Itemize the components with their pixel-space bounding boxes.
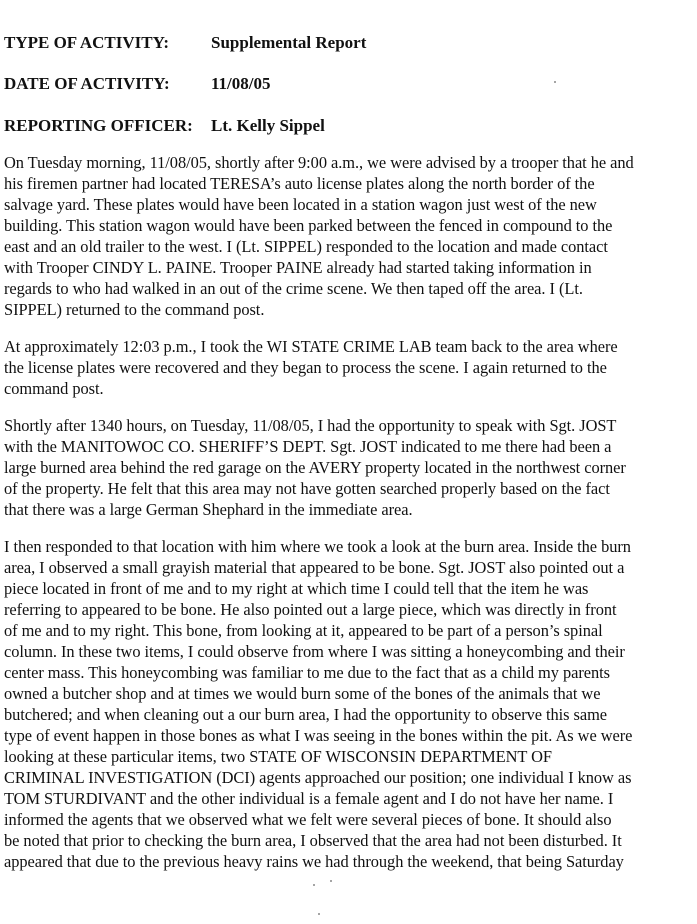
- scan-speck: [330, 880, 332, 882]
- paragraph-line: butchered; and when cleaning out a our burn area, I had the opportunity to observe this same: [4, 705, 608, 724]
- paragraph-line: informed the agents that we observed what we felt were several pieces of bone. It should also: [4, 810, 612, 829]
- paragraph-line: of the property. He felt that this area may not have gotten searched properly based on the fact: [4, 479, 610, 498]
- paragraph-line: TOM STURDIVANT and the other individual is a female agent and I do not have her name. I: [4, 789, 614, 808]
- paragraph-line: of me and to my right. This bone, from looking at it, appeared to be part of a person’s spinal: [4, 621, 603, 640]
- paragraph-line: looking at these particular items, two STATE OF WISCONSIN DEPARTMENT OF: [4, 747, 552, 766]
- paragraph-line: area, I observed a small grayish material that appeared to be bone. Sgt. JOST also pointed out a: [4, 558, 625, 577]
- paragraph-line: referring to appeared to be bone. He also pointed out a large piece, which was directly in front: [4, 600, 617, 619]
- scan-speck: [554, 81, 556, 83]
- paragraph-line: building. This station wagon would have been parked between the fenced in compound to the: [4, 216, 613, 235]
- paragraph-line: On Tuesday morning, 11/08/05, shortly after 9:00 a.m., we were advised by a trooper that he and: [4, 153, 634, 172]
- date-of-activity-value: 11/08/05: [211, 74, 271, 93]
- paragraph-line: CRIMINAL INVESTIGATION (DCI) agents approached our position; one individual I know as: [4, 768, 632, 787]
- paragraph-line: center mass. This honeycombing was familiar to me due to the fact that as a child my parents: [4, 663, 610, 682]
- paragraph-line: be noted that prior to checking the burn area, I observed that the area had not been disturbed. It: [4, 831, 622, 850]
- paragraph-line: SIPPEL) returned to the command post.: [4, 300, 265, 319]
- paragraph-line: the license plates were recovered and they began to process the scene. I again returned to the: [4, 358, 607, 377]
- paragraph-line: salvage yard. These plates would have been located in a station wagon just west of the new: [4, 195, 597, 214]
- paragraph-line: command post.: [4, 379, 104, 398]
- paragraph-line: type of event happen in those bones as what I was seeing in the bones within the pit. As we were: [4, 726, 633, 745]
- paragraph-line: his firemen partner had located TERESA’s auto license plates along the north border of the: [4, 174, 595, 193]
- reporting-officer-label: REPORTING OFFICER:: [4, 116, 193, 135]
- paragraph-line: with the MANITOWOC CO. SHERIFF’S DEPT. Sgt. JOST indicated to me there had been a: [4, 437, 612, 456]
- paragraph-line: that there was a large German Shephard in the immediate area.: [4, 500, 413, 519]
- paragraph-line: owned a butcher shop and at times we would burn some of the bones of the animals that we: [4, 684, 601, 703]
- type-of-activity-value: Supplemental Report: [211, 33, 367, 52]
- paragraph-line: column. In these two items, I could observe from where I was sitting a honeycombing and their: [4, 642, 625, 661]
- paragraph-line: I then responded to that location with him where we took a look at the burn area. Inside the burn: [4, 537, 631, 556]
- paragraph-line: with Trooper CINDY L. PAINE. Trooper PAINE already had started taking information in: [4, 258, 592, 277]
- paragraph-line: appeared that due to the previous heavy rains we had through the weekend, that being Saturday: [4, 852, 624, 871]
- paragraph-line: piece located in front of me and to my right at which time I could tell that the item he was: [4, 579, 589, 598]
- paragraph-line: regards to who had walked in an out of the crime scene. We then taped off the area. I (Lt.: [4, 279, 583, 298]
- type-of-activity-label: TYPE OF ACTIVITY:: [4, 33, 169, 52]
- paragraph-line: east and an old trailer to the west. I (Lt. SIPPEL) responded to the location and made contact: [4, 237, 608, 256]
- paragraph-line: large burned area behind the red garage on the AVERY property located in the northwest corner: [4, 458, 626, 477]
- scan-speck: [313, 884, 315, 886]
- date-of-activity-label: DATE OF ACTIVITY:: [4, 74, 170, 93]
- paragraph-line: Shortly after 1340 hours, on Tuesday, 11/08/05, I had the opportunity to speak with Sgt. JOST: [4, 416, 617, 435]
- paragraph-line: At approximately 12:03 p.m., I took the WI STATE CRIME LAB team back to the area where: [4, 337, 618, 356]
- reporting-officer-value: Lt. Kelly Sippel: [211, 116, 325, 135]
- scan-speck: [318, 913, 320, 915]
